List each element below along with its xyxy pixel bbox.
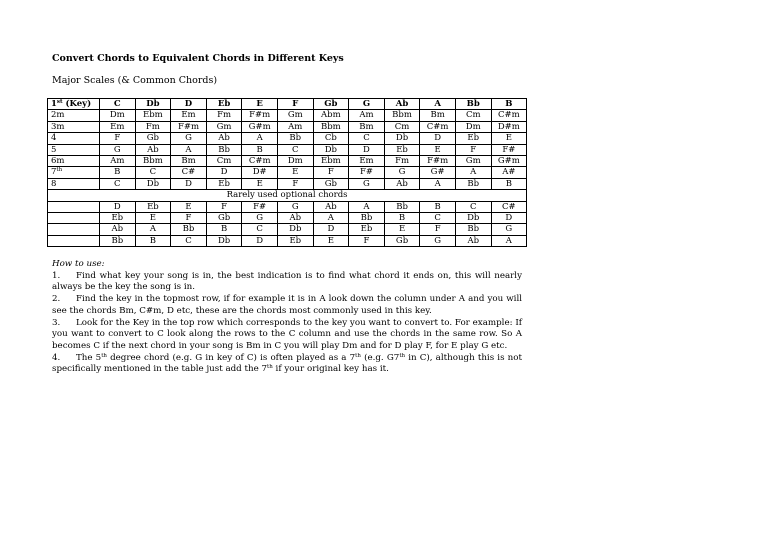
chord-cell: E	[384, 224, 420, 235]
chord-cell: C	[349, 133, 385, 144]
chord-cell: C	[455, 201, 491, 212]
chord-cell: F#	[491, 144, 527, 155]
chord-cell: A	[242, 133, 278, 144]
chord-cell: B	[491, 178, 527, 189]
chord-cell: Ebm	[313, 156, 349, 167]
row-label-empty	[48, 224, 100, 235]
chord-cell: Ab	[384, 178, 420, 189]
chord-cell: Bb	[455, 224, 491, 235]
chord-cell: D	[491, 213, 527, 224]
chord-cell: Gm	[277, 110, 313, 121]
chord-cell: G	[100, 144, 136, 155]
howto-step-3: 3. Look for the Key in the top row which corresponds to the key you want to convert to. For example: If you want to convert to C look along the rows to the C column and use the chords in the same row. So A becomes C if the next chord in your song is Bm in C you will play Dm and for D play F, for E play G etc.	[52, 317, 522, 351]
chord-cell: A	[171, 144, 207, 155]
chord-cell: Eb	[277, 235, 313, 246]
chord-cell: E	[242, 178, 278, 189]
chord-cell: D	[171, 178, 207, 189]
chord-cell: C#	[491, 201, 527, 212]
row-label: 4	[48, 133, 100, 144]
chord-cell: Eb	[206, 178, 242, 189]
chord-cell: Cm	[455, 110, 491, 121]
chord-table-body	[48, 110, 527, 190]
chord-cell: G	[277, 201, 313, 212]
chord-cell: Gb	[384, 235, 420, 246]
chord-cell: Bbm	[313, 121, 349, 132]
page-title: Convert Chords to Equivalent Chords in Different Keys	[52, 53, 344, 64]
chord-cell: Ab	[206, 133, 242, 144]
chord-cell: F	[455, 144, 491, 155]
chord-cell: G	[491, 224, 527, 235]
chord-table	[47, 98, 527, 247]
how-to-use-label: How to use:	[52, 259, 105, 269]
chord-cell: A#	[491, 167, 527, 178]
chord-cell: Bbm	[384, 110, 420, 121]
chord-cell: F#m	[242, 110, 278, 121]
rarely-used-section	[48, 190, 527, 247]
chord-cell: B	[135, 235, 171, 246]
table-row	[48, 110, 527, 121]
chord-cell: Db	[135, 178, 171, 189]
chord-cell: Cb	[313, 133, 349, 144]
chord-cell: C	[277, 144, 313, 155]
how-to-use-section	[52, 259, 522, 376]
key-header-c: C	[100, 99, 136, 110]
chord-cell: D	[206, 167, 242, 178]
chord-cell: E	[491, 133, 527, 144]
chord-cell: Gm	[206, 121, 242, 132]
chord-cell: Eb	[349, 224, 385, 235]
row-label: 2m	[48, 110, 100, 121]
chord-cell: D	[313, 224, 349, 235]
chord-cell: Eb	[100, 213, 136, 224]
chord-cell: E	[277, 167, 313, 178]
key-header-row	[48, 99, 527, 110]
table-row	[48, 133, 527, 144]
chord-cell: Fm	[206, 110, 242, 121]
chord-cell: A	[420, 178, 456, 189]
chord-cell: D#	[242, 167, 278, 178]
row-label: 6m	[48, 156, 100, 167]
chord-cell: E	[313, 235, 349, 246]
chord-cell: D	[349, 144, 385, 155]
chord-cell: G	[349, 178, 385, 189]
howto-step-2: 2. Find the key in the topmost row, if for example it is in A look down the column under A and you will see the chords Bm, C#m, D etc, these are the chords most commonly used in this key.	[52, 294, 522, 316]
chord-cell: F#	[242, 201, 278, 212]
row-label-empty	[48, 213, 100, 224]
howto-step-4: 4. The 5th degree chord (e.g. G in key of C) is often played as a 7th (e.g. G7th in C), although this is not specifically mentioned in the table just add the 7th if your original key has it.	[52, 352, 522, 375]
chord-cell: F	[420, 224, 456, 235]
chord-cell: Cm	[384, 121, 420, 132]
chord-cell: Ab	[135, 144, 171, 155]
chord-cell: G	[384, 167, 420, 178]
chord-cell: F	[100, 133, 136, 144]
chord-cell: E	[135, 213, 171, 224]
key-header-b: B	[491, 99, 527, 110]
key-header-eb: Eb	[206, 99, 242, 110]
chord-cell: Dm	[455, 121, 491, 132]
row-label: 7th	[48, 167, 100, 178]
chord-cell: F#m	[420, 156, 456, 167]
key-header-a: A	[420, 99, 456, 110]
chord-cell: Db	[455, 213, 491, 224]
chord-cell: A	[349, 201, 385, 212]
chord-cell: Gb	[135, 133, 171, 144]
chord-cell: C#m	[242, 156, 278, 167]
chord-cell: Am	[100, 156, 136, 167]
chord-cell: E	[420, 144, 456, 155]
chord-cell: Dm	[100, 110, 136, 121]
chord-cell: Ebm	[135, 110, 171, 121]
chord-cell: F	[171, 213, 207, 224]
chord-cell: A	[491, 235, 527, 246]
chord-cell: Ab	[100, 224, 136, 235]
chord-cell: Cm	[206, 156, 242, 167]
chord-cell: Em	[171, 110, 207, 121]
chord-cell: Am	[277, 121, 313, 132]
chord-cell: Em	[100, 121, 136, 132]
chord-cell: B	[384, 213, 420, 224]
row-label-empty	[48, 235, 100, 246]
chord-cell: C#m	[491, 110, 527, 121]
chord-cell: Gb	[313, 178, 349, 189]
chord-cell: F	[206, 201, 242, 212]
table-row	[48, 121, 527, 132]
chord-cell: Bb	[277, 133, 313, 144]
table-row	[48, 201, 527, 212]
chord-cell: Gb	[206, 213, 242, 224]
chord-cell: Bm	[171, 156, 207, 167]
chord-cell: C	[100, 178, 136, 189]
chord-cell: C	[420, 213, 456, 224]
table-row	[48, 156, 527, 167]
chord-cell: A	[313, 213, 349, 224]
table-row	[48, 178, 527, 189]
chord-cell: F#	[349, 167, 385, 178]
chord-cell: C	[171, 235, 207, 246]
chord-cell: D#m	[491, 121, 527, 132]
chord-cell: G#m	[242, 121, 278, 132]
chord-cell: B	[100, 167, 136, 178]
chord-cell: F#m	[171, 121, 207, 132]
key-header-db: Db	[135, 99, 171, 110]
chord-cell: D	[420, 133, 456, 144]
chord-cell: Fm	[384, 156, 420, 167]
chord-cell: Dm	[277, 156, 313, 167]
chord-cell: Gm	[455, 156, 491, 167]
chord-cell: Fm	[135, 121, 171, 132]
chord-cell: Am	[349, 110, 385, 121]
chord-cell: G	[420, 235, 456, 246]
chord-cell: Db	[384, 133, 420, 144]
row-label: 8	[48, 178, 100, 189]
table-row	[48, 167, 527, 178]
chord-cell: Bm	[420, 110, 456, 121]
chord-cell: D	[242, 235, 278, 246]
chord-cell: F	[349, 235, 385, 246]
chord-cell: Ab	[313, 201, 349, 212]
chord-cell: F	[313, 167, 349, 178]
key-header-bb: Bb	[455, 99, 491, 110]
chord-cell: G#	[420, 167, 456, 178]
page-subtitle: Major Scales (& Common Chords)	[52, 75, 218, 86]
chord-cell: Bb	[100, 235, 136, 246]
chord-cell: C#	[171, 167, 207, 178]
chord-cell: Bb	[384, 201, 420, 212]
chord-cell: B	[206, 224, 242, 235]
chord-cell: C	[242, 224, 278, 235]
key-header-ab: Ab	[384, 99, 420, 110]
chord-cell: G	[242, 213, 278, 224]
chord-cell: Eb	[384, 144, 420, 155]
key-header-d: D	[171, 99, 207, 110]
chord-cell: B	[420, 201, 456, 212]
row-label: 3m	[48, 121, 100, 132]
chord-cell: D	[100, 201, 136, 212]
key-header-g: G	[349, 99, 385, 110]
chord-cell: Bb	[349, 213, 385, 224]
table-row	[48, 144, 527, 155]
rarely-used-header-row	[48, 190, 527, 201]
chord-cell: G	[171, 133, 207, 144]
key-header-e: E	[242, 99, 278, 110]
key-header-gb: Gb	[313, 99, 349, 110]
chord-cell: Bb	[171, 224, 207, 235]
chord-cell: Bb	[455, 178, 491, 189]
chord-cell: Bm	[349, 121, 385, 132]
chord-cell: Bb	[206, 144, 242, 155]
chord-cell: Eb	[455, 133, 491, 144]
chord-cell: Em	[349, 156, 385, 167]
chord-cell: Eb	[135, 201, 171, 212]
row-label-empty	[48, 201, 100, 212]
chord-cell: G#m	[491, 156, 527, 167]
chord-cell: Ab	[455, 235, 491, 246]
howto-step-1: 1. Find what key your song is in, the best indication is to find what chord it ends on, this will nearly always be the key the song is in.	[52, 270, 522, 293]
key-header-f: F	[277, 99, 313, 110]
chord-cell: C#m	[420, 121, 456, 132]
table-row	[48, 224, 527, 235]
key-header-label: 1st (Key)	[48, 99, 100, 110]
chord-cell: A	[455, 167, 491, 178]
table-row	[48, 235, 527, 246]
chord-cell: F	[277, 178, 313, 189]
chord-cell: E	[171, 201, 207, 212]
chord-cell: Db	[277, 224, 313, 235]
table-row	[48, 213, 527, 224]
chord-cell: B	[242, 144, 278, 155]
row-label: 5	[48, 144, 100, 155]
chord-cell: Ab	[277, 213, 313, 224]
chord-cell: Bbm	[135, 156, 171, 167]
chord-cell: A	[135, 224, 171, 235]
chord-cell: Db	[206, 235, 242, 246]
chord-cell: C	[135, 167, 171, 178]
rarely-used-label: Rarely used optional chords	[48, 190, 527, 201]
chord-cell: Db	[313, 144, 349, 155]
chord-cell: Abm	[313, 110, 349, 121]
